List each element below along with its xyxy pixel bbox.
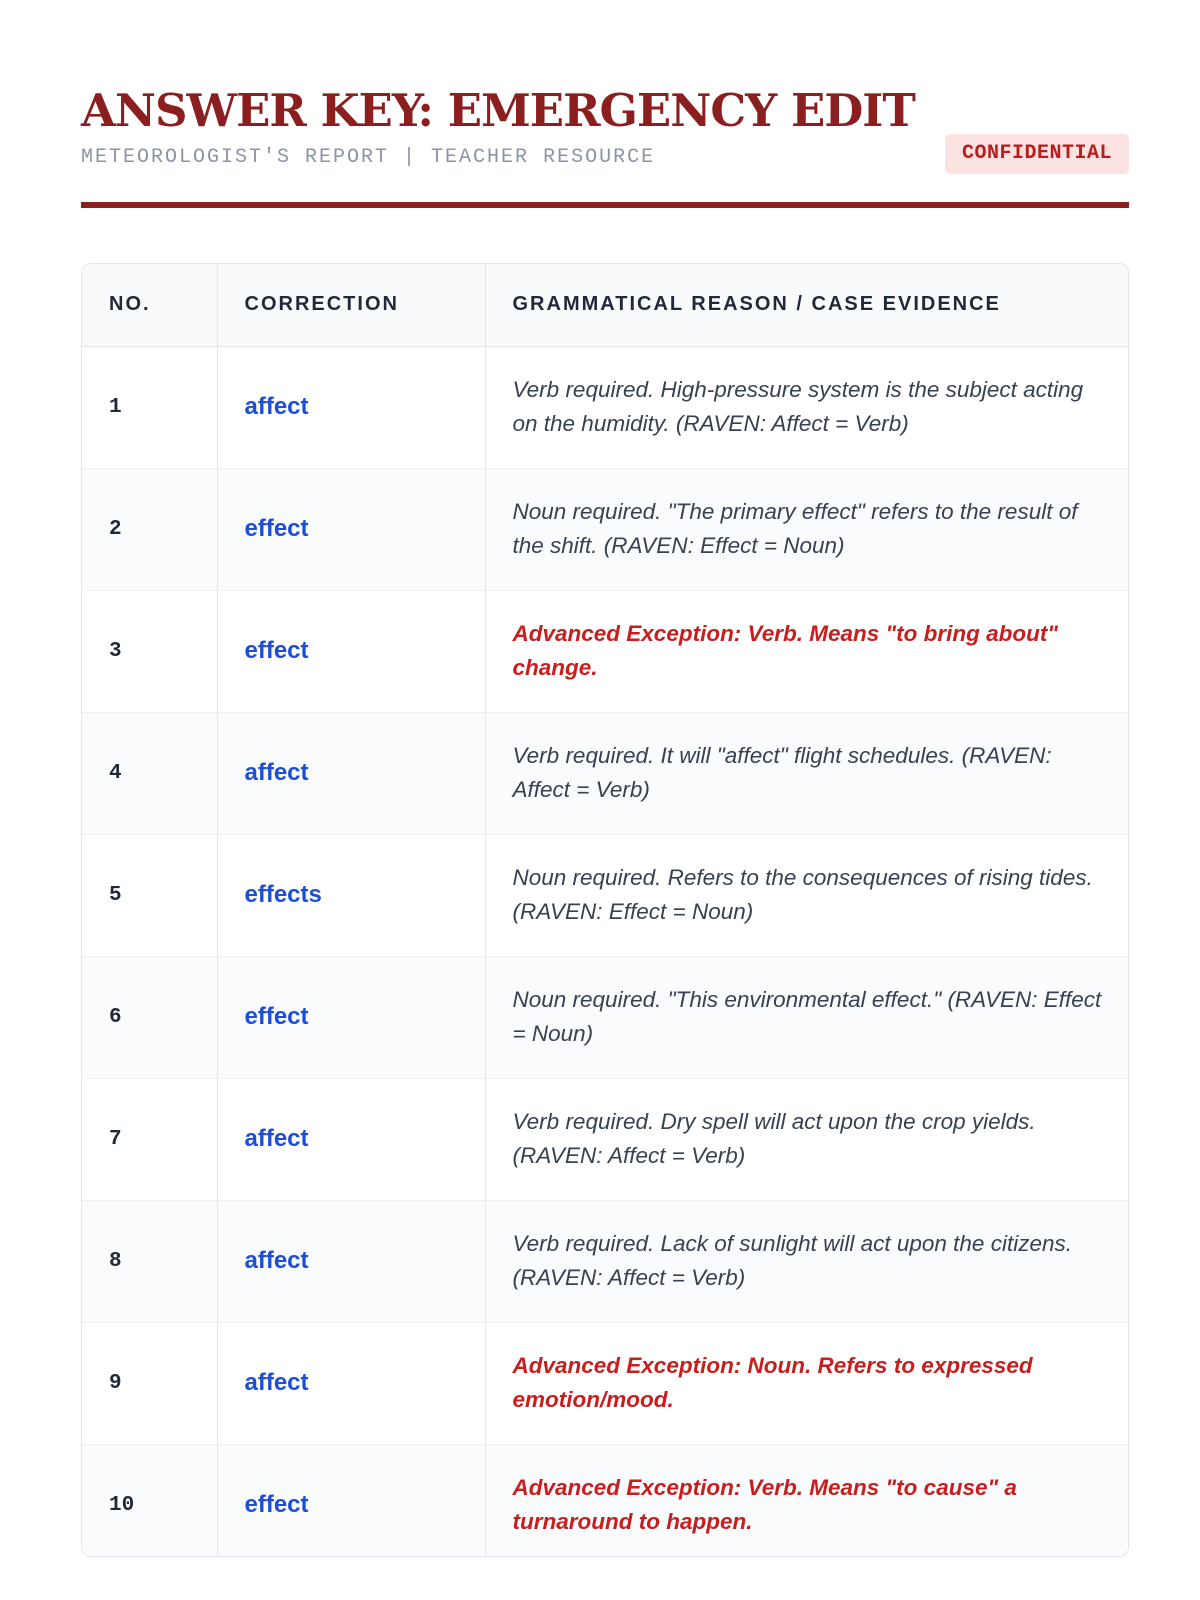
row-reason: Verb required. High-pressure system is the subject acting on the humidity. (RAVEN: Affect = Verb): [485, 346, 1128, 468]
page-header: [81, 82, 1129, 208]
row-reason: Verb required. Lack of sunlight will act upon the citizens. (RAVEN: Affect = Verb): [485, 1200, 1128, 1322]
row-correction: affect: [217, 712, 485, 834]
row-number: 1: [82, 346, 217, 468]
column-header-number: NO.: [82, 264, 217, 346]
column-header-correction: CORRECTION: [217, 264, 485, 346]
row-number: 5: [82, 834, 217, 956]
row-number: 10: [82, 1444, 217, 1557]
row-reason: Advanced Exception: Noun. Refers to expressed emotion/mood.: [485, 1322, 1128, 1444]
row-reason: Advanced Exception: Verb. Means "to cause" a turnaround to happen.: [512, 1475, 1017, 1535]
row-reason: Verb required. Dry spell will act upon the crop yields. (RAVEN: Affect = Verb): [485, 1078, 1128, 1200]
row-correction: effects: [217, 834, 485, 956]
row-number: 3: [82, 590, 217, 712]
answer-table-container: [81, 263, 1129, 1557]
table-row: [82, 1444, 1128, 1557]
table-header-row: [82, 264, 1128, 346]
row-number: 7: [82, 1078, 217, 1200]
row-correction: effect: [217, 468, 485, 590]
row-correction: affect: [217, 1322, 485, 1444]
row-number: 8: [82, 1200, 217, 1322]
table-row: [82, 712, 1128, 834]
row-number: 9: [82, 1322, 217, 1444]
row-reason: Noun required. Refers to the consequences of rising tides. (RAVEN: Effect = Noun): [485, 834, 1128, 956]
answer-key-page: [81, 82, 1129, 1535]
row-number: 2: [82, 468, 217, 590]
table-row: [82, 1322, 1128, 1444]
row-correction: effect: [217, 1444, 485, 1557]
row-reason: Noun required. "The primary effect" refers to the result of the shift. (RAVEN: Effect = Noun): [485, 468, 1128, 590]
table-row: [82, 834, 1128, 956]
row-reason: Verb required. It will "affect" flight schedules. (RAVEN: Affect = Verb): [485, 712, 1128, 834]
table-row: [82, 1078, 1128, 1200]
column-header-reason: GRAMMATICAL REASON / CASE EVIDENCE: [485, 264, 1128, 346]
row-correction: effect: [217, 590, 485, 712]
table-row: [82, 590, 1128, 712]
row-number: 4: [82, 712, 217, 834]
table-row: [82, 956, 1128, 1078]
page-title: ANSWER KEY: EMERGENCY EDIT: [81, 84, 915, 137]
page-subtitle: METEOROLOGIST'S REPORT | TEACHER RESOURCE: [81, 146, 656, 169]
row-correction: effect: [217, 956, 485, 1078]
confidential-badge: CONFIDENTIAL: [945, 134, 1129, 174]
row-correction: affect: [217, 1200, 485, 1322]
row-number: 6: [82, 956, 217, 1078]
row-correction: affect: [217, 1078, 485, 1200]
table-row: [82, 468, 1128, 590]
table-row: [82, 346, 1128, 468]
row-reason: Noun required. "This environmental effect." (RAVEN: Effect = Noun): [485, 956, 1128, 1078]
answer-table: [82, 264, 1128, 1557]
row-correction: affect: [217, 346, 485, 468]
row-reason: Advanced Exception: Verb. Means "to bring about" change.: [485, 590, 1128, 712]
table-row: [82, 1200, 1128, 1322]
